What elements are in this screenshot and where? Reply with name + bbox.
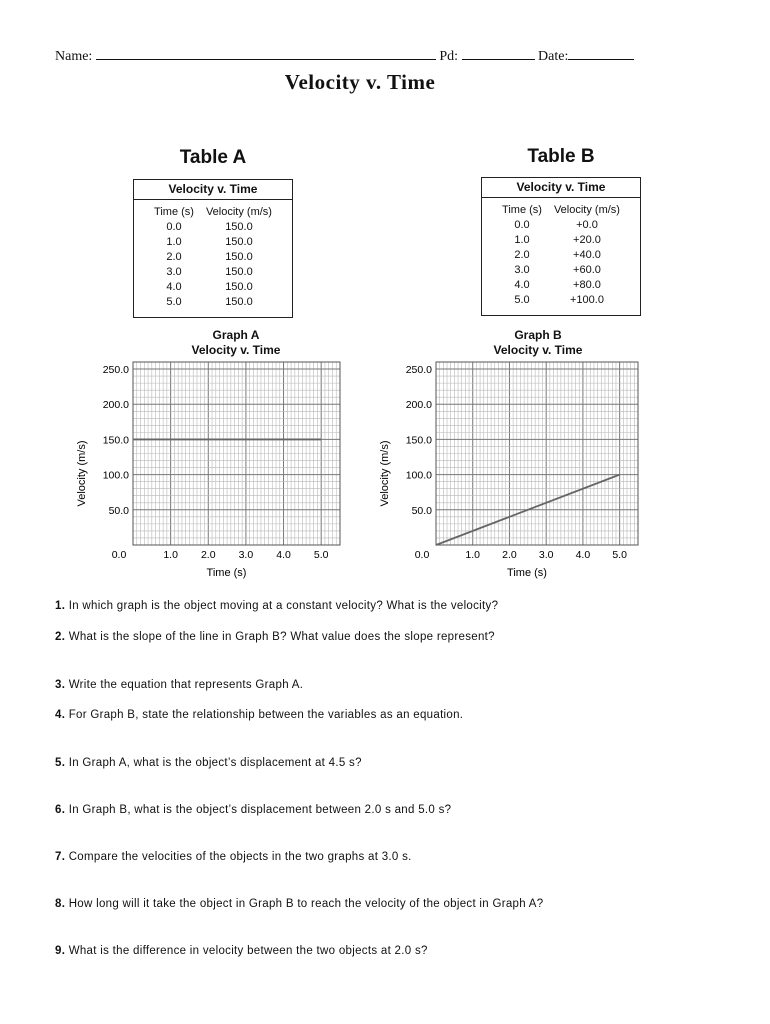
question-7 bbox=[55, 851, 412, 863]
question-number: 5. bbox=[55, 757, 66, 769]
question-text: In Graph A, what is the object’s displacement at 4.5 s? bbox=[68, 757, 362, 769]
y-tick-label: 200.0 bbox=[405, 399, 432, 412]
time-cell: 1.0 bbox=[166, 235, 182, 248]
col-time-header: Time (s) bbox=[502, 203, 542, 216]
question-text: In which graph is the object moving at a constant velocity? What is the velocity? bbox=[68, 600, 499, 612]
col-velocity-header: Velocity (m/s) bbox=[205, 205, 272, 218]
velocity-cell: 150.0 bbox=[225, 235, 253, 248]
question-4 bbox=[55, 709, 463, 721]
time-cell: 4.0 bbox=[166, 280, 182, 293]
date-label: Date: bbox=[538, 49, 569, 64]
y-tick-label: 100.0 bbox=[102, 469, 129, 482]
graph-a-title: Graph A bbox=[212, 328, 260, 342]
question-number: 4. bbox=[55, 709, 66, 721]
grid bbox=[436, 362, 638, 545]
velocity-cell: 150.0 bbox=[225, 250, 253, 263]
question-8 bbox=[55, 898, 543, 910]
velocity-cell: 150.0 bbox=[225, 265, 253, 278]
x-tick-label: 0.0 bbox=[414, 549, 430, 561]
velocity-cell: 150.0 bbox=[225, 295, 253, 308]
velocity-cell: +0.0 bbox=[576, 218, 598, 231]
question-5 bbox=[55, 757, 362, 769]
velocity-cell: +80.0 bbox=[573, 278, 601, 291]
y-tick-label: 150.0 bbox=[102, 434, 129, 447]
question-6 bbox=[55, 804, 451, 816]
velocity-cell: +100.0 bbox=[569, 293, 604, 306]
table-a-heading: Table A bbox=[179, 147, 247, 168]
x-tick-label: 3.0 bbox=[238, 549, 254, 561]
time-cell: 0.0 bbox=[166, 220, 182, 233]
question-text: Compare the velocities of the objects in the two graphs at 3.0 s. bbox=[68, 851, 412, 863]
question-text: What is the difference in velocity between the two objects at 2.0 s? bbox=[68, 945, 428, 957]
x-tick-label: 5.0 bbox=[612, 549, 627, 561]
y-tick-label: 50.0 bbox=[411, 504, 432, 517]
question-text: How long will it take the object in Graph B to reach the velocity of the object in Graph A? bbox=[68, 898, 544, 910]
question-text: What is the slope of the line in Graph B? What value does the slope represent? bbox=[68, 631, 495, 643]
question-number: 8. bbox=[55, 898, 66, 910]
velocity-cell: 150.0 bbox=[225, 280, 253, 293]
y-tick-label: 100.0 bbox=[405, 469, 432, 482]
time-cell: 3.0 bbox=[514, 263, 530, 276]
pd-label: Pd: bbox=[439, 49, 459, 64]
table-a-caption: Velocity v. Time bbox=[134, 180, 292, 200]
y-tick-label: 150.0 bbox=[405, 434, 432, 447]
question-3 bbox=[55, 679, 303, 691]
question-number: 1. bbox=[55, 600, 66, 612]
x-tick-label: 2.0 bbox=[502, 549, 517, 561]
x-tick-label: 2.0 bbox=[200, 549, 216, 561]
question-number: 7. bbox=[55, 851, 66, 863]
time-cell: 5.0 bbox=[166, 295, 182, 308]
velocity-cell: +40.0 bbox=[573, 248, 601, 261]
velocity-cell: 150.0 bbox=[225, 220, 253, 233]
x-tick-label: 4.0 bbox=[276, 549, 291, 561]
x-axis-label: Time (s) bbox=[206, 567, 247, 579]
time-cell: 2.0 bbox=[166, 250, 182, 263]
question-number: 6. bbox=[55, 804, 66, 816]
y-tick-label: 50.0 bbox=[108, 504, 129, 517]
page-title: Velocity v. Time bbox=[284, 70, 436, 94]
graph-a-subtitle: Velocity v. Time bbox=[191, 343, 281, 357]
y-tick-label: 250.0 bbox=[102, 364, 129, 377]
velocity-cell: +60.0 bbox=[573, 263, 601, 276]
x-tick-label: 1.0 bbox=[465, 549, 481, 561]
y-axis-label: Velocity (m/s) bbox=[76, 440, 88, 507]
table-b-heading: Table B bbox=[527, 146, 595, 167]
col-time-header: Time (s) bbox=[154, 205, 194, 218]
question-1 bbox=[55, 600, 498, 612]
table-b-caption: Velocity v. Time bbox=[482, 178, 640, 198]
velocity-cell: +20.0 bbox=[573, 233, 601, 246]
time-cell: 1.0 bbox=[514, 233, 530, 246]
question-number: 9. bbox=[55, 945, 66, 957]
question-text: For Graph B, state the relationship between the variables as an equation. bbox=[68, 709, 464, 721]
name-label: Name: bbox=[55, 49, 93, 64]
graph-b-chart bbox=[379, 0, 770, 600]
grid bbox=[133, 362, 340, 545]
graph-b-subtitle: Velocity v. Time bbox=[493, 343, 583, 357]
x-axis-label: Time (s) bbox=[507, 567, 547, 579]
y-tick-label: 250.0 bbox=[405, 364, 432, 377]
x-tick-label: 5.0 bbox=[313, 549, 329, 561]
x-tick-label: 4.0 bbox=[575, 549, 591, 561]
col-velocity-header: Velocity (m/s) bbox=[553, 203, 620, 216]
y-axis-label: Velocity (m/s) bbox=[379, 440, 391, 507]
question-text: In Graph B, what is the object’s displacement between 2.0 s and 5.0 s? bbox=[68, 804, 452, 816]
x-tick-label: 3.0 bbox=[538, 549, 554, 561]
time-cell: 3.0 bbox=[166, 265, 182, 278]
time-cell: 0.0 bbox=[514, 218, 530, 231]
question-9 bbox=[55, 945, 428, 957]
question-2 bbox=[55, 631, 495, 643]
graph-b-title: Graph B bbox=[514, 328, 562, 342]
y-tick-label: 200.0 bbox=[102, 399, 129, 412]
time-cell: 5.0 bbox=[514, 293, 530, 306]
question-text: Write the equation that represents Graph A. bbox=[68, 679, 304, 691]
x-tick-label: 0.0 bbox=[111, 549, 127, 561]
time-cell: 2.0 bbox=[514, 248, 530, 261]
question-number: 3. bbox=[55, 679, 66, 691]
question-number: 2. bbox=[55, 631, 66, 643]
time-cell: 4.0 bbox=[514, 278, 530, 291]
x-tick-label: 1.0 bbox=[163, 549, 178, 561]
graph-a-chart bbox=[0, 0, 385, 600]
